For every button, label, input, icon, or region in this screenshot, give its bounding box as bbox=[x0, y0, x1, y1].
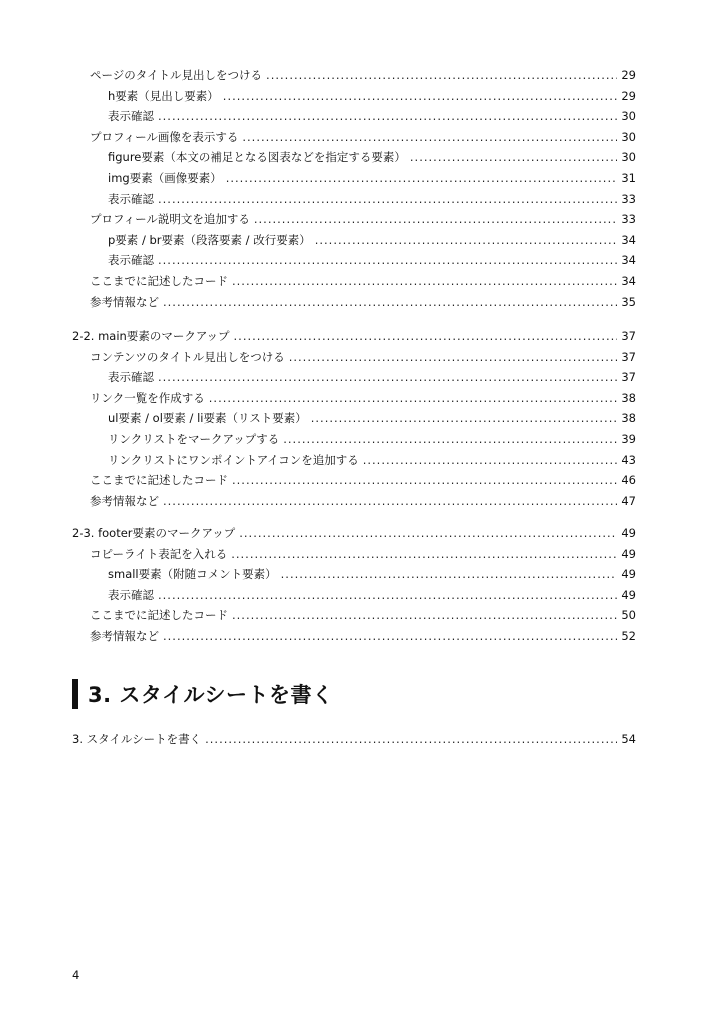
toc-entry-title: コピーライト表記を入れる bbox=[90, 546, 228, 561]
toc-entry-title: ページのタイトル見出しをつける bbox=[90, 68, 263, 82]
toc-entry-title: ここまでに記述したコード bbox=[90, 274, 228, 288]
toc-leader-dots bbox=[232, 274, 617, 288]
toc-entry-page: 46 bbox=[621, 473, 636, 488]
toc-entry-title: img要素（画像要素） bbox=[108, 171, 222, 185]
toc-leader-dots bbox=[254, 212, 618, 226]
toc-leader-dots bbox=[223, 89, 618, 103]
toc-entry-page: 52 bbox=[621, 629, 636, 643]
toc-leader-dots bbox=[231, 547, 617, 561]
toc-entry-page: 30 bbox=[621, 129, 636, 144]
toc-entry bbox=[108, 247, 636, 267]
toc-entry-title: 表示確認 bbox=[108, 109, 154, 124]
toc-entry bbox=[108, 83, 636, 103]
toc-leader-dots bbox=[232, 473, 617, 487]
toc-entry bbox=[108, 103, 636, 123]
toc-entry-page: 37 bbox=[621, 370, 636, 385]
toc-entry-page: 39 bbox=[621, 432, 636, 446]
toc-leader-dots bbox=[163, 629, 617, 643]
toc-entry-title: プロフィール画像を表示する bbox=[90, 129, 239, 144]
toc-entry-title: リンクリストをマークアップする bbox=[108, 432, 280, 446]
toc-leader-dots bbox=[315, 233, 618, 247]
toc-entry-page: 37 bbox=[621, 329, 636, 343]
toc-entry-page: 30 bbox=[621, 150, 636, 165]
toc-entry-page: 38 bbox=[621, 411, 636, 426]
toc-leader-dots bbox=[163, 295, 617, 309]
toc-entry-page: 29 bbox=[621, 68, 636, 82]
toc-entry-page: 49 bbox=[621, 546, 636, 561]
toc-entry bbox=[72, 323, 636, 343]
toc-entry bbox=[72, 726, 636, 746]
toc-entry bbox=[72, 520, 636, 540]
toc-entry-title: 表示確認 bbox=[108, 370, 154, 385]
toc-entry bbox=[108, 165, 636, 185]
toc-entry-title: p要素 / br要素（段落要素 / 改行要素） bbox=[108, 232, 311, 247]
toc-entry-title: 3. スタイルシートを書く bbox=[72, 732, 202, 746]
toc-entry-title: 表示確認 bbox=[108, 587, 154, 602]
toc-entry bbox=[90, 385, 636, 405]
toc-leader-dots bbox=[158, 370, 617, 384]
toc-entry-page: 37 bbox=[621, 349, 636, 364]
toc-entry-page: 50 bbox=[621, 608, 636, 623]
chapter-heading-bar bbox=[72, 679, 78, 709]
toc-leader-dots bbox=[363, 453, 618, 467]
toc-entry bbox=[90, 289, 636, 309]
toc-entry-page: 33 bbox=[621, 191, 636, 206]
toc-entry-title: リンクリストにワンポイントアイコンを追加する bbox=[108, 452, 359, 467]
toc-entry-page: 49 bbox=[621, 567, 636, 582]
toc-entry-page: 29 bbox=[621, 88, 636, 103]
toc-entry bbox=[90, 268, 636, 288]
toc-entry bbox=[108, 186, 636, 206]
toc-leader-dots bbox=[281, 567, 618, 581]
toc-leader-dots bbox=[234, 329, 618, 343]
toc-entry bbox=[108, 405, 636, 425]
toc-entry-page: 43 bbox=[621, 452, 636, 467]
toc-leader-dots bbox=[242, 130, 617, 144]
toc-entry-page: 54 bbox=[621, 732, 636, 746]
toc-entry-title: 表示確認 bbox=[108, 253, 154, 268]
toc-entry bbox=[90, 623, 636, 643]
toc-entry-title: 表示確認 bbox=[108, 191, 154, 206]
toc-leader-dots bbox=[209, 391, 618, 405]
toc-entry bbox=[90, 467, 636, 487]
toc-leader-dots bbox=[158, 588, 617, 602]
toc-entry bbox=[90, 344, 636, 364]
chapter-title: 3. スタイルシートを書く bbox=[88, 683, 334, 707]
toc-leader-dots bbox=[158, 253, 617, 267]
toc-entry bbox=[108, 426, 636, 446]
toc-leader-dots bbox=[163, 494, 617, 508]
toc-entry bbox=[108, 227, 636, 247]
toc-entry bbox=[108, 364, 636, 384]
toc-entry-title: figure要素（本文の補足となる図表などを指定する要素） bbox=[108, 150, 406, 165]
toc-entry-title: プロフィール説明文を追加する bbox=[90, 212, 250, 227]
toc-entry-page: 49 bbox=[621, 587, 636, 602]
toc-entry-title: h要素（見出し要素） bbox=[108, 88, 219, 103]
toc-entry bbox=[90, 602, 636, 622]
toc-entry bbox=[90, 124, 636, 144]
toc-entry-page: 33 bbox=[621, 212, 636, 227]
toc-entry-page: 49 bbox=[621, 526, 636, 540]
toc-entry bbox=[108, 582, 636, 602]
toc-entry-title: 2-2. main要素のマークアップ bbox=[72, 329, 230, 343]
toc-leader-dots bbox=[410, 150, 617, 164]
toc-entry-title: ここまでに記述したコード bbox=[90, 608, 228, 623]
toc-entry bbox=[108, 561, 636, 581]
page-number: 4 bbox=[72, 968, 80, 982]
toc-entry bbox=[90, 488, 636, 508]
toc-leader-dots bbox=[158, 109, 617, 123]
toc-entry bbox=[90, 541, 636, 561]
toc-entry-title: 2-3. footer要素のマークアップ bbox=[72, 526, 236, 540]
toc-entry-title: 参考情報など bbox=[90, 294, 159, 309]
toc-leader-dots bbox=[205, 732, 617, 746]
toc-entry-page: 30 bbox=[621, 109, 636, 124]
toc-entry bbox=[108, 144, 636, 164]
toc-leader-dots bbox=[311, 411, 618, 425]
toc-entry-page: 47 bbox=[621, 493, 636, 508]
toc-entry-page: 34 bbox=[621, 253, 636, 268]
toc-entry-title: 参考情報など bbox=[90, 493, 159, 508]
toc-leader-dots bbox=[289, 350, 618, 364]
toc-entry bbox=[90, 206, 636, 226]
toc-leader-dots bbox=[158, 192, 617, 206]
toc-entry-title: small要素（附随コメント要素） bbox=[108, 567, 277, 582]
toc-entry-page: 34 bbox=[621, 232, 636, 247]
toc-entry-page: 31 bbox=[621, 171, 636, 185]
toc-entry-title: ここまでに記述したコード bbox=[90, 473, 228, 488]
toc-leader-dots bbox=[226, 171, 618, 185]
toc-entry-page: 34 bbox=[621, 274, 636, 288]
toc-entry-title: ul要素 / ol要素 / li要素（リスト要素） bbox=[108, 411, 307, 426]
chapter-heading bbox=[72, 678, 333, 710]
toc-entry bbox=[108, 447, 636, 467]
toc-entry-page: 38 bbox=[621, 390, 636, 405]
toc-entry-title: リンク一覧を作成する bbox=[90, 390, 205, 405]
toc-leader-dots bbox=[239, 526, 617, 540]
toc-leader-dots bbox=[266, 68, 617, 82]
toc-entry bbox=[90, 62, 636, 82]
toc-leader-dots bbox=[283, 432, 617, 446]
toc-leader-dots bbox=[232, 608, 617, 622]
toc-entry-title: コンテンツのタイトル見出しをつける bbox=[90, 349, 285, 364]
toc-entry-page: 35 bbox=[621, 294, 636, 309]
toc-entry-title: 参考情報など bbox=[90, 629, 159, 643]
